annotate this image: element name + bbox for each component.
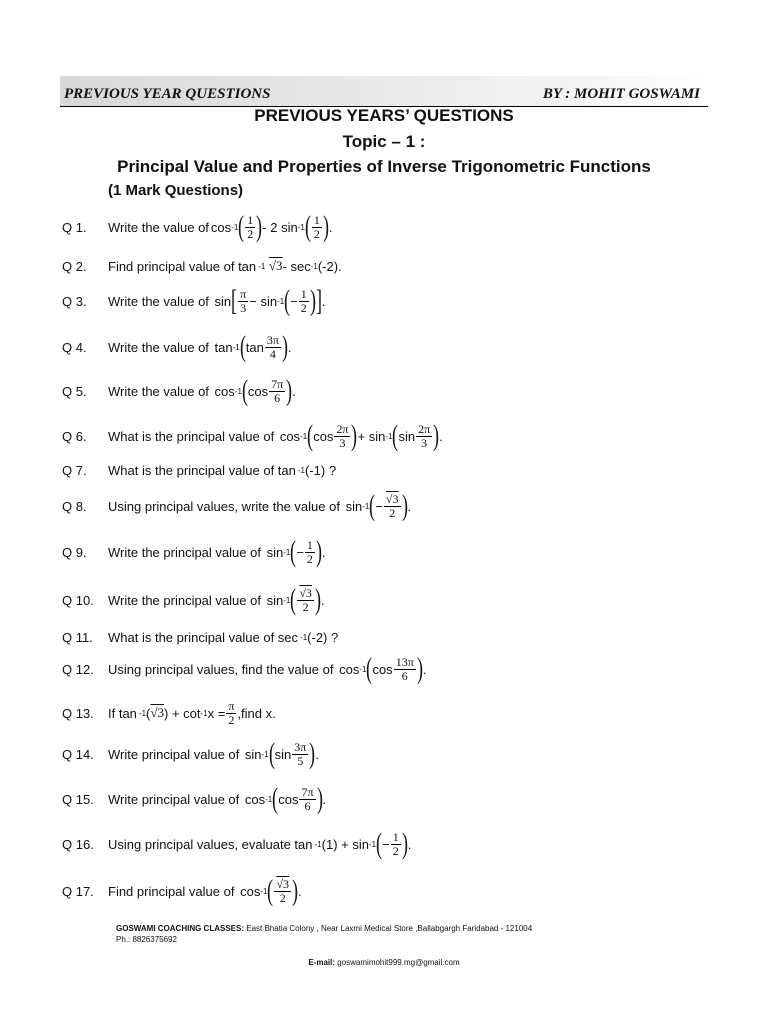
question-text: Write principal value of [108,791,240,807]
question-number: Q 4. [62,339,87,355]
footer-address [116,924,532,933]
topic-heading: Topic – 1 : [342,132,426,151]
math-expression: sin -1 ( sin $\frac{3\pi}{5}$ ) . [244,737,319,770]
question-number: Q 13. [62,705,94,721]
question-text: What is the principal value of sec [108,629,299,645]
math-expression: sin [ $\frac{\pi}{3}$ − sin -1 ( − $\frac{1}{2}$ ) ] . [214,284,326,317]
question-number: Q 5. [62,383,87,399]
math-expression: cos -1 ( $\frac{√3}{2}$ ) . [240,874,302,907]
question-4 [62,327,292,367]
question-text: What is the principal value of tan [108,462,296,478]
math-expression: -1 (1) + sin -1 ( − $\frac{1}{2}$ ) . [314,827,412,860]
question-2 [62,246,342,286]
question-number: Q 2. [62,258,87,274]
math-expression: -1 ( √3 ) + cot -1 x = $\frac{\pi}{2}$ ,find x. [138,698,276,727]
question-17 [62,871,302,911]
math-expression: tan -1 ( tan $\frac{3\pi}{4}$ ) . [214,330,292,363]
math-expression: cos -1 ( cos $\frac{13\pi}{6}$ ) . [339,652,427,685]
question-text: Write the principal value of [108,544,261,560]
math-expression: sin -1 ( $\frac{√3}{2}$ ) . [266,583,325,616]
question-number: Q 15. [62,791,94,807]
question-number: Q 14. [62,746,94,762]
question-13 [62,693,276,733]
footer-email [0,958,768,967]
question-8 [62,486,411,526]
question-text: Write the value of [108,339,209,355]
question-7 [62,450,336,490]
footer-org: GOSWAMI COACHING CLASSES: [116,924,245,933]
question-text: Write the value of [108,293,209,309]
question-number: Q 1. [62,219,87,235]
math-expression: -1 (-2) ? [300,629,339,645]
question-15 [62,779,326,819]
question-9 [62,532,326,572]
question-text: Write the value of [108,383,209,399]
header-left-title: PREVIOUS YEAR QUESTIONS [64,86,271,102]
question-text: What is the principal value of [108,428,275,444]
question-number: Q 3. [62,293,87,309]
math-expression: sin -1 ( − $\frac{√3}{2}$ ) . [345,489,412,522]
question-number: Q 12. [62,661,94,677]
question-number: Q 9. [62,544,87,560]
question-text: Write the value of [108,219,209,235]
subject-heading: Principal Value and Properties of Inverse Trigonometric Functions [117,157,651,176]
math-expression: cos -1 ( cos $\frac{2\pi}{3}$ ) + sin -1 ( sin $\frac{2\pi}{3}$ ) . [279,419,443,452]
question-10 [62,580,325,620]
question-number: Q 10. [62,592,94,608]
header-author: BY : MOHIT GOSWAMI [542,86,700,102]
question-text: Find principal value of [108,883,235,899]
question-3 [62,281,325,321]
question-number: Q 16. [62,836,94,852]
question-number: Q 11. [62,629,93,645]
question-1 [62,207,332,247]
page-title: PREVIOUS YEARS’ QUESTIONS [254,106,514,125]
question-number: Q 7. [62,462,87,478]
question-text: If tan [108,705,137,721]
question-number: Q 6. [62,428,87,444]
question-text: Using principal values, find the value of [108,661,334,677]
footer-email-label: E-mail: [308,958,336,967]
question-14 [62,734,319,774]
question-text: Write the principal value of [108,592,261,608]
question-5 [62,371,296,411]
math-expression: cos -1 ( cos $\frac{7\pi}{6}$ ) . [214,374,296,407]
question-12 [62,649,426,689]
question-16 [62,824,411,864]
math-expression: cos -1 ( cos $\frac{7\pi}{6}$ ) . [244,782,327,815]
question-text: Using principal values, write the value of [108,498,340,514]
question-text: Write principal value of [108,746,240,762]
math-expression: -1 √3 - sec -1 (-2). [258,258,342,274]
footer-address-text: East Bhatia Colony , Near Laxmi Medical Store ,Ballabgargh Faridabad - 121004 [244,924,533,933]
math-expression: cos -1 ( $\frac{1}{2}$ ) - 2 sin -1 ( $\frac{1}{2}$ ) . [210,210,333,243]
footer-phone: Ph.: 8826375692 [116,935,177,944]
question-text: Using principal values, evaluate tan [108,836,313,852]
footer-email-address: goswamimohit999.mg@gmail.com [335,958,460,967]
marks-heading: (1 Mark Questions) [108,182,244,199]
question-text: Find principal value of tan [108,258,257,274]
question-number: Q 8. [62,498,87,514]
math-expression: sin -1 ( − $\frac{1}{2}$ ) . [266,535,326,568]
math-expression: -1 (-1) ? [297,462,337,478]
question-number: Q 17. [62,883,94,899]
